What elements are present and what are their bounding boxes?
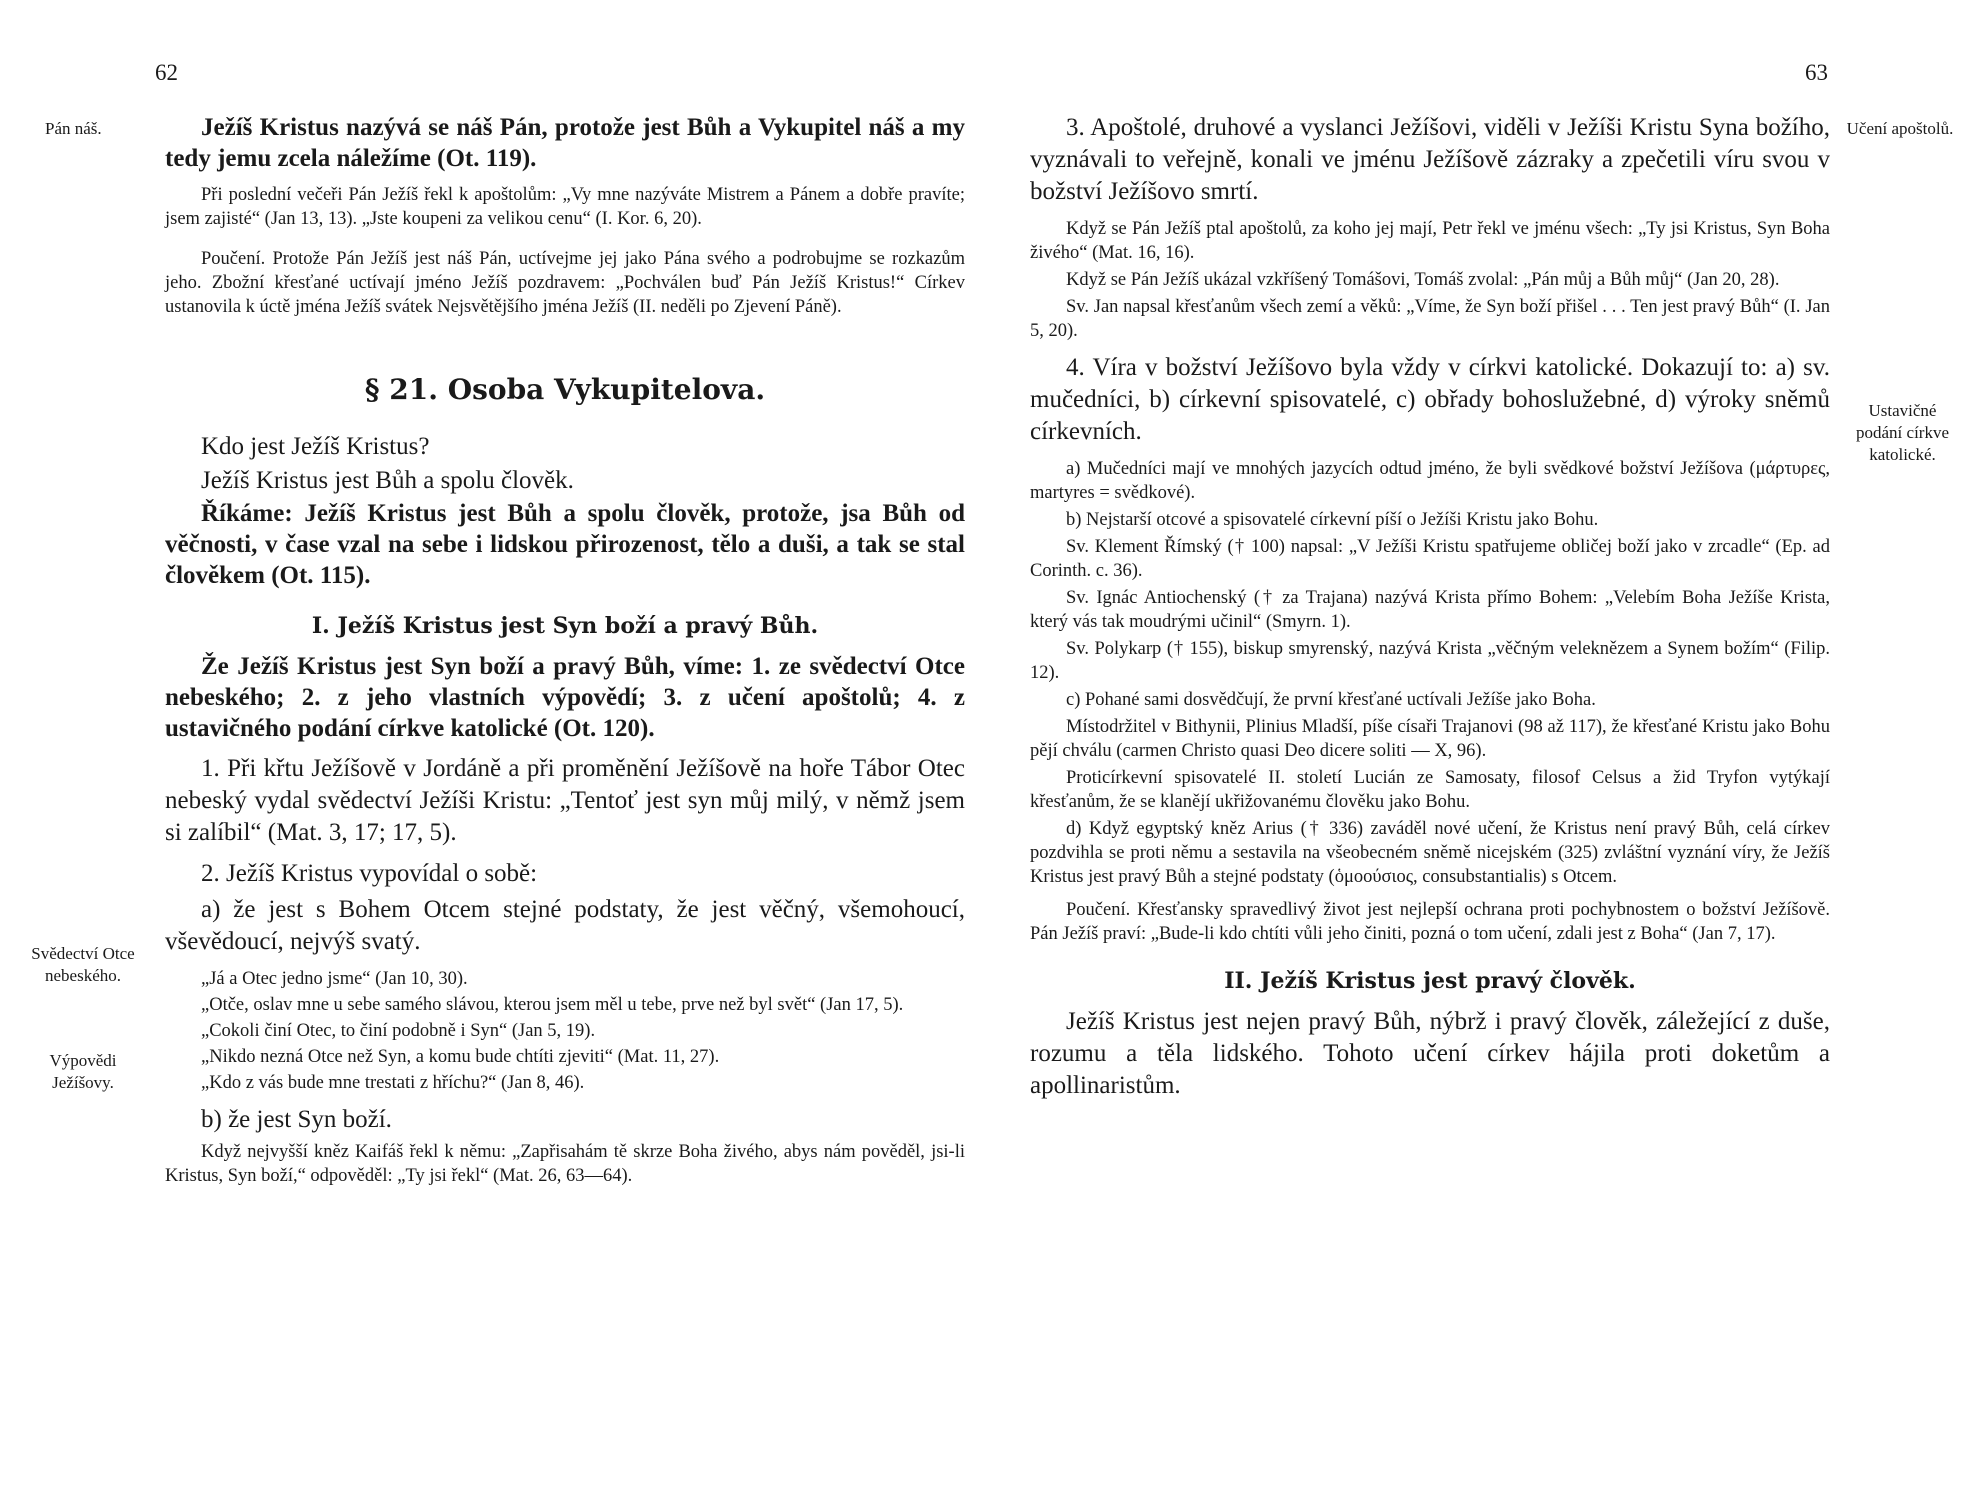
- paragraph: 4. Víra v božství Ježíšovo byla vždy v církvi katolické. Dokazují to: a) sv. mučedníci, b) církevní spisovatelé, c) obřady bohoslužebné, d) výroky sněmů církevních.: [1030, 354, 1830, 445]
- paragraph: Říkáme: Ježíš Kristus jest Bůh a spolu člověk, protože, jsa Bůh od věčnosti, v čase vzal na sebe i lidskou přirozenost, tělo a duši, a tak se stal člověkem (Ot. 115).: [165, 500, 965, 589]
- paragraph: Proticírkevní spisovatelé II. století Lucián ze Samosaty, filosof Celsus a žid Tryfon vytýkají křesťanům, že se klanějí ukřižovanému člověku jako Bohu.: [1030, 768, 1830, 812]
- paragraph: „Cokoli činí Otec, to činí podobně i Syn“ (Jan 5, 19).: [201, 1021, 596, 1041]
- paragraph: d) Když egyptský kněz Arius († 336) zaváděl nové učení, že Kristus není pravý Bůh, celá církev pozdvihla se proti němu a sestavila na všeobecném sněmě nicejském (325) zvláštní vyznání víry, že Ježíš Kristus jest pravý Bůh a stejné podstaty (ὁμοούσιος, consubstantialis) s Otcem.: [1030, 819, 1830, 887]
- subsection-heading: II. Ježíš Kristus jest pravý člověk.: [1224, 968, 1636, 994]
- margin-note: Výpovědi Ježíšovy.: [49, 1051, 117, 1092]
- paragraph: „Já a Otec jedno jsme“ (Jan 10, 30).: [201, 969, 468, 989]
- paragraph: Při poslední večeři Pán Ježíš řekl k apoštolům: „Vy mne nazýváte Mistrem a Pánem a dobře pravíte; jsem zajisté“ (Jan 13, 13). „Jste koupeni za velikou cenu“ (I. Kor. 6, 20).: [165, 185, 965, 229]
- paragraph: Poučení. Protože Pán Ježíš jest náš Pán, uctívejme jej jako Pána svého a podrobujme se rozkazům jeho. Zbožní křesťané uctívají jméno Ježíš pozdravem: „Pochválen buď Pán Ježíš Kristus!“ Církev ustanovila k úctě jména Ježíš svátek Nejsvětějšího jména Ježíš (II. neděli po Zjevení Páně).: [165, 249, 965, 317]
- paragraph: „Kdo z vás bude mne trestati z hříchu?“ (Jan 8, 46).: [201, 1073, 585, 1093]
- subsection-heading: I. Ježíš Kristus jest Syn boží a pravý Bůh.: [311, 613, 819, 639]
- margin-note: Pán náš.: [45, 119, 102, 138]
- section-heading: § 21. Osoba Vykupitelova.: [364, 373, 766, 406]
- paragraph: Že Ježíš Kristus jest Syn boží a pravý Bůh, víme: 1. ze svědectví Otce nebeského; 2. z jeho vlastních výpovědí; 3. z učení apoštolů; 4. z ustavičného podání církve katolické (Ot. 120).: [165, 653, 965, 742]
- paragraph: „Nikdo nezná Otce než Syn, a komu bude chtíti zjeviti“ (Mat. 11, 27).: [201, 1047, 720, 1067]
- paragraph: „Otče, oslav mne u sebe samého slávou, kterou jsem měl u tebe, prve než byl svět“ (Jan 17, 5).: [201, 995, 904, 1015]
- page-number: 63: [1805, 60, 1828, 85]
- paragraph: b) Nejstarší otcové a spisovatelé církevní píší o Ježíši Kristu jako Bohu.: [1066, 510, 1599, 530]
- paragraph: Kdo jest Ježíš Kristus?: [201, 433, 430, 460]
- paragraph: 1. Při křtu Ježíšově v Jordáně a při proměnění Ježíšově na hoře Tábor Otec nebeský vydal svědectví Ježíši Kristu: „Tentoť jest syn můj milý, v němž jsem si zalíbil“ (Mat. 3, 17; 17, 5).: [165, 755, 965, 846]
- margin-note: Svědectví Otce nebeského.: [31, 944, 135, 985]
- margin-note: Učení apoštolů.: [1846, 119, 1954, 138]
- paragraph: Sv. Polykarp († 155), biskup smyrenský, nazývá Krista „věčným veleknězem a Synem božím“ (Filip. 12).: [1030, 639, 1830, 683]
- paragraph: 2. Ježíš Kristus vypovídal o sobě:: [201, 860, 538, 887]
- paragraph: c) Pohané sami dosvědčují, že první křesťané uctívali Ježíše jako Boha.: [1066, 690, 1596, 710]
- paragraph: Sv. Klement Římský († 100) napsal: „V Ježíši Kristu spatřujeme obličej boží jako v zrcadle“ (Ep. ad Corinth. c. 36).: [1030, 537, 1830, 581]
- paragraph: Sv. Ignác Antiochenský († za Trajana) nazývá Krista přímo Bohem: „Velebím Boha Ježíše Krista, který vás tak moudrými učinil“ (Smyrn. 1).: [1030, 588, 1830, 632]
- paragraph: Sv. Jan napsal křesťanům všech zemí a věků: „Víme, že Syn boží přišel . . . Ten jest pravý Bůh“ (I. Jan 5, 20).: [1030, 297, 1830, 341]
- paragraph: b) že jest Syn boží.: [201, 1106, 392, 1133]
- paragraph: a) že jest s Bohem Otcem stejné podstaty, že jest věčný, všemohoucí, vševědoucí, nejvýš svatý.: [165, 896, 965, 955]
- paragraph: 3. Apoštolé, druhové a vyslanci Ježíšovi, viděli v Ježíši Kristu Syna božího, vyznávali to veřejně, konali ve jménu Ježíšově zázraky a zpečetili víru svou v božství Ježíšovo smrtí.: [1030, 114, 1830, 205]
- paragraph: Poučení. Křesťansky spravedlivý život jest nejlepší ochrana proti pochybnostem o božství Ježíšově. Pán Ježíš praví: „Bude-li kdo chtíti vůli jeho činiti, pozná o tom učení, zdali jest z Boha“ (Jan 7, 17).: [1030, 900, 1830, 944]
- paragraph: Ježíš Kristus jest nejen pravý Bůh, nýbrž i pravý člověk, záležející z duše, rozumu a těla lidského. Tohoto učení církev hájila proti doketům a apollinaristům.: [1030, 1008, 1830, 1099]
- left-text-column: [165, 112, 965, 1197]
- paragraph: a) Mučedníci mají ve mnohých jazycích odtud jméno, že byli svědkové božství Ježíšova (μάρτυρες, martyres = svědkové).: [1030, 459, 1830, 503]
- paragraph: Když se Pán Ježíš ptal apoštolů, za koho jej mají, Petr řekl ve jménu všech: „Ty jsi Kristus, Syn Boha živého“ (Mat. 16, 16).: [1030, 219, 1830, 263]
- right-page: [990, 0, 1980, 1500]
- right-text-column: [1030, 112, 1830, 1111]
- paragraph: Ježíš Kristus jest Bůh a spolu člověk.: [201, 467, 574, 494]
- paragraph: Ježíš Kristus nazývá se náš Pán, protože jest Bůh a Vykupitel náš a my tedy jemu zcela náležíme (Ot. 119).: [165, 114, 965, 172]
- paragraph: Místodržitel v Bithynii, Plinius Mladší, píše císaři Trajanovi (98 až 117), že křesťané Kristu jako Bohu pějí chválu (carmen Christo quasi Deo dicere soliti — X, 96).: [1030, 717, 1830, 761]
- margin-note: Ustavičné podání církve katolické.: [1856, 401, 1949, 464]
- paragraph: Když se Pán Ježíš ukázal vzkříšený Tomášovi, Tomáš zvolal: „Pán můj a Bůh můj“ (Jan 20, 28).: [1066, 270, 1780, 290]
- page-number: 62: [155, 60, 178, 85]
- paragraph: Když nejvyšší kněz Kaifáš řekl k němu: „Zapřisahám tě skrze Boha živého, abys nám pověděl, jsi-li Kristus, Syn boží,“ odpověděl: „Ty jsi řekl“ (Mat. 26, 63—64).: [165, 1142, 965, 1186]
